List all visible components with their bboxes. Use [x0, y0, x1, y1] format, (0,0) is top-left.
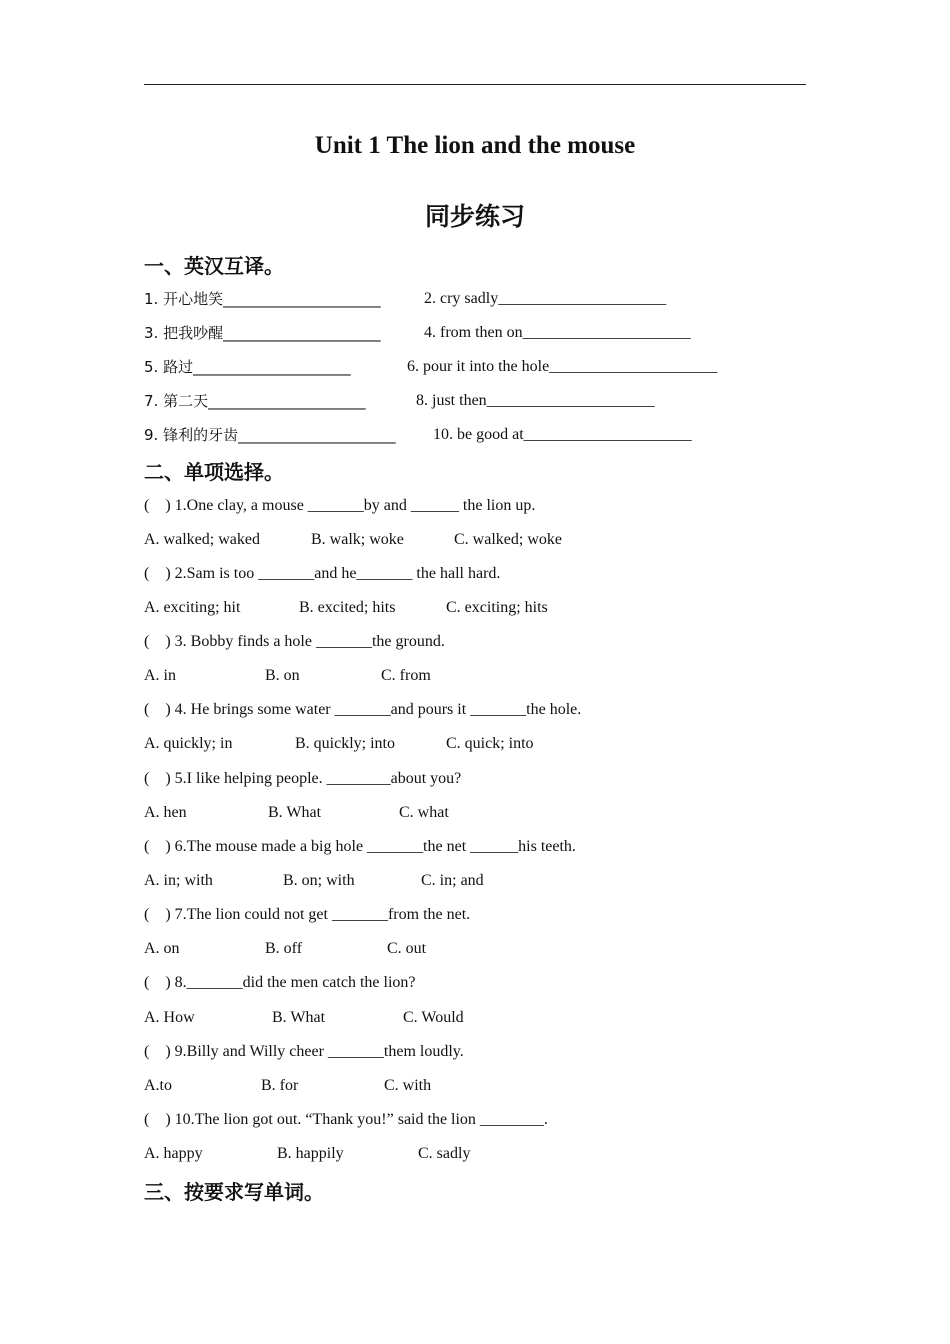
option-c: C. from: [381, 667, 431, 684]
question-line: ( ) 2.Sam is too _______and he_______ the hall hard.: [144, 565, 501, 582]
options-row: [144, 597, 548, 619]
option-a: A. exciting; hit: [144, 599, 241, 616]
option-b: B. off: [265, 940, 303, 957]
option-a: A.to: [144, 1077, 172, 1094]
question-line: ( ) 8._______did the men catch the lion?: [144, 974, 416, 991]
translation-item: 10. be good at_____________________: [433, 426, 692, 443]
option-a: A. in; with: [144, 872, 213, 889]
question-line: ( ) 6.The mouse made a big hole _______the net ______his teeth.: [144, 838, 576, 855]
option-b: B. on; with: [283, 872, 355, 889]
options-row: [144, 665, 431, 687]
option-c: C. walked; woke: [454, 531, 562, 548]
option-c: C. with: [384, 1077, 432, 1094]
question-line: ( ) 3. Bobby finds a hole _______the ground.: [144, 633, 445, 650]
document-title: Unit 1 The lion and the mouse: [314, 132, 636, 159]
translation-item: 5. 路过_____________________: [144, 358, 351, 376]
options-row: [144, 1007, 464, 1029]
option-a: A. on: [144, 940, 180, 957]
question-line: ( ) 4. He brings some water _______and pours it _______the hole.: [144, 701, 582, 718]
translation-item: 1. 开心地笑_____________________: [144, 290, 381, 308]
question-line: ( ) 1.One clay, a mouse _______by and ______ the lion up.: [144, 497, 536, 514]
options-row: [144, 733, 534, 755]
option-c: C. exciting; hits: [446, 599, 548, 616]
translation-row: [144, 424, 692, 446]
option-b: B. What: [268, 804, 322, 821]
translation-item: 8. just then_____________________: [416, 392, 655, 409]
header-rule: [144, 84, 806, 85]
question-line: ( ) 7.The lion could not get _______from the net.: [144, 906, 471, 923]
option-c: C. Would: [403, 1009, 464, 1026]
options-row: [144, 938, 427, 960]
document-subtitle: 同步练习: [424, 202, 525, 231]
translation-row: [144, 322, 691, 344]
options-row: [144, 870, 484, 892]
option-b: B. excited; hits: [299, 599, 396, 616]
option-a: A. quickly; in: [144, 735, 233, 752]
translation-item: 3. 把我吵醒_____________________: [144, 324, 381, 342]
options-row: [144, 802, 449, 824]
option-a: A. How: [144, 1009, 195, 1026]
option-c: C. sadly: [418, 1145, 471, 1162]
options-row: [144, 1075, 432, 1097]
question-line: ( ) 10.The lion got out. “Thank you!” said the lion ________.: [144, 1111, 548, 1128]
question-line: ( ) 5.I like helping people. ________about you?: [144, 770, 462, 787]
question-line: ( ) 9.Billy and Willy cheer _______them loudly.: [144, 1043, 464, 1060]
option-b: B. on: [265, 667, 300, 684]
translation-row: [144, 356, 718, 378]
translation-item: 9. 锋利的牙齿_____________________: [144, 426, 396, 444]
translation-item: 7. 第二天_____________________: [144, 392, 366, 410]
options-row: [144, 1143, 471, 1165]
option-c: C. what: [399, 804, 449, 821]
options-row: [144, 529, 562, 551]
option-b: B. walk; woke: [311, 531, 404, 548]
section-3-heading: 三、按要求写单词。: [144, 1180, 324, 1204]
option-c: C. in; and: [421, 872, 484, 889]
option-b: B. for: [261, 1077, 299, 1094]
translation-item: 2. cry sadly_____________________: [424, 290, 667, 307]
option-a: A. happy: [144, 1145, 203, 1162]
section-1-heading: 一、英汉互译。: [144, 254, 284, 278]
option-b: B. happily: [277, 1145, 344, 1162]
translation-row: [144, 288, 667, 310]
translation-item: 6. pour it into the hole_____________________: [407, 358, 718, 375]
translation-row: [144, 390, 655, 412]
option-b: B. quickly; into: [295, 735, 395, 752]
option-a: A. walked; waked: [144, 531, 260, 548]
option-b: B. What: [272, 1009, 326, 1026]
option-a: A. hen: [144, 804, 187, 821]
section-2-heading: 二、单项选择。: [144, 460, 284, 484]
option-c: C. quick; into: [446, 735, 534, 752]
option-c: C. out: [387, 940, 427, 957]
translation-item: 4. from then on_____________________: [424, 324, 691, 341]
option-a: A. in: [144, 667, 176, 684]
